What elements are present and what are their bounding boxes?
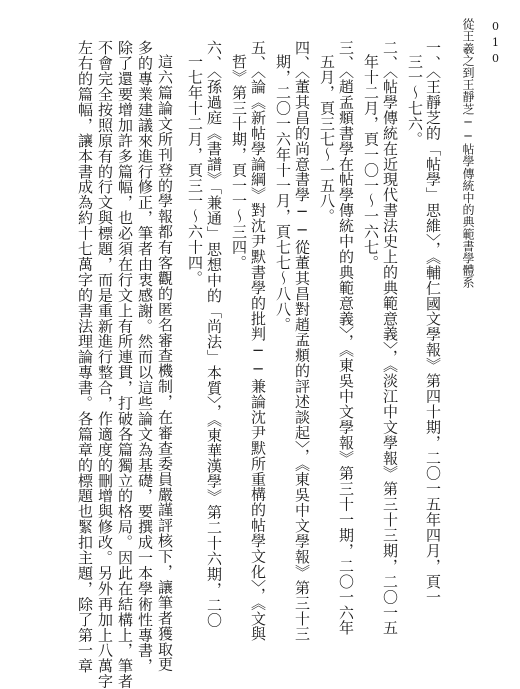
text-column: 一七年十二月，頁三一～六十四。: [186, 54, 204, 286]
text-column: 多的專業建議來進行修正，筆者由衷感謝。然而以這些論文為基礎，要撰成一本學術性專書，: [136, 40, 154, 674]
text-column: 年十二月，頁一〇一～一六七。: [362, 54, 380, 271]
text-column: 二、〈帖學傳統在近現代書法史上的典範意義〉，《淡江中文學報》第三十三期，二〇一五: [381, 40, 399, 636]
text-column: 期，二〇一六年十一月，頁七七～八八。: [274, 54, 292, 333]
text-column: 這六篇論文所刊登的學報都有客觀的匿名審查機制，在審查委員嚴謹評核下，讓筆者獲取更: [156, 54, 174, 672]
text-column: 五月，頁三七～一五八。: [318, 54, 336, 224]
text-column: 除了還要增加許多篇幅，也必須在行文上有所連貫，打破各篇獨立的格局。因此在結構上，筆者: [116, 40, 134, 689]
text-column: 哲》第三十期，頁一一～三四。: [230, 54, 248, 271]
text-column: 三一～七六。: [406, 54, 424, 147]
text-column: 三、〈趙孟頫書學在帖學傳統中的典範意義〉，《東吳中文學報》第三十一期，二〇一六年: [337, 40, 355, 636]
text-column: 六、〈孫過庭《書譜》「兼通」思想中的「尚法」本質〉，《東華漢學》第二十六期，二〇: [205, 40, 223, 628]
text-column: 五、〈論《新帖學論綱》對沈尹默書學的批判──兼論沈尹默所重構的帖學文化〉，《文與: [249, 40, 267, 642]
page-number: 010: [489, 20, 502, 68]
running-title: 從王羲之到王靜芝──帖學傳統中的典範書學體系: [461, 18, 475, 289]
text-column: 不會完全按照原有的行文與標題，而是重新進行整合，作適度的刪增與修改。另外再加上八萬字: [96, 40, 114, 689]
text-column: 左右的篇幅，讓本書成為約十七萬字的書法理論專書。各篇章的標題也緊扣主題，除了第一章: [76, 40, 94, 674]
text-column: 四、〈董其昌的尚意書學──從董其昌對趙孟頫的評述談起〉，《東吳中文學報》第三十三: [293, 40, 311, 642]
text-column: 一、〈王靜芝的「帖學」思維〉，《輔仁國文學報》第四十期，二〇一五年四月，頁一: [424, 40, 442, 605]
